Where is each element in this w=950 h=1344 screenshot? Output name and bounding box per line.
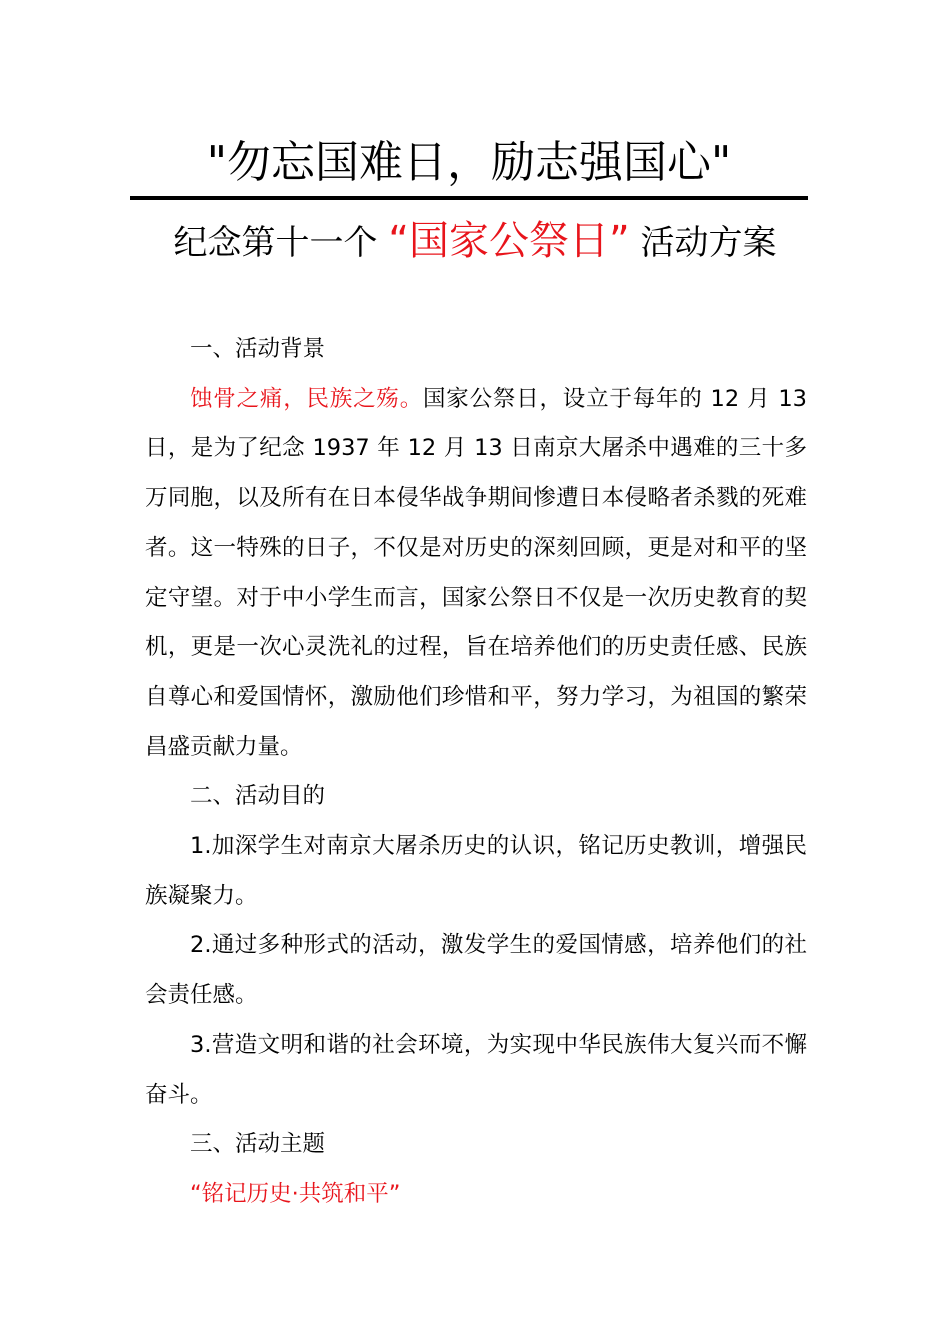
theme-text: “铭记历史·共筑和平”: [190, 1180, 401, 1207]
subtitle-highlight: “国家公祭日”: [388, 218, 630, 264]
document-title: "勿忘国难日，励志强国心": [206, 137, 732, 188]
purpose-item-1: 1.加深学生对南京大屠杀历史的认识，铭记历史教训，增强民族凝聚力。: [145, 833, 807, 909]
document-body: [145, 325, 807, 1220]
background-paragraph: [145, 375, 807, 773]
subtitle-prefix: 纪念第十一个: [173, 223, 378, 263]
section-heading-theme: 三、活动主题: [190, 1131, 326, 1158]
document-subtitle: [145, 214, 805, 270]
purpose-item-2: 2.通过多种形式的活动，激发学生的爱国情感，培养他们的社会责任感。: [145, 932, 807, 1009]
background-lead: 蚀骨之痛，民族之殇。: [190, 385, 423, 412]
purpose-item-3: 3.营造文明和谐的社会环境，为实现中华民族伟大复兴而不懈奋斗。: [145, 1031, 807, 1108]
section-heading-purpose: 二、活动目的: [190, 783, 326, 810]
title-underline: [130, 196, 808, 200]
background-body: 国家公祭日，设立于每年的 12 月 13 日，是为了纪念 1937 年 12 月 13 日南京大屠杀中遇难的三十多万同胞，以及所有在日本侵华战争期间惨遭日本侵略者杀戮的死难者。这一特殊的日子，不仅是对历史的深刻回顾，更是对和平的坚定守望。对于中小学生而言，国家公祭日不仅是一次历史教育的契机，更是一次心灵洗礼的过程，旨在培养他们的历史责任感、民族自尊心和爱国情怀，激励他们珍惜和平，努力学习，为祖国的繁荣昌盛贡献力量。: [145, 385, 807, 760]
subtitle-suffix: 活动方案: [640, 223, 777, 263]
section-heading-background: 一、活动背景: [190, 336, 326, 362]
